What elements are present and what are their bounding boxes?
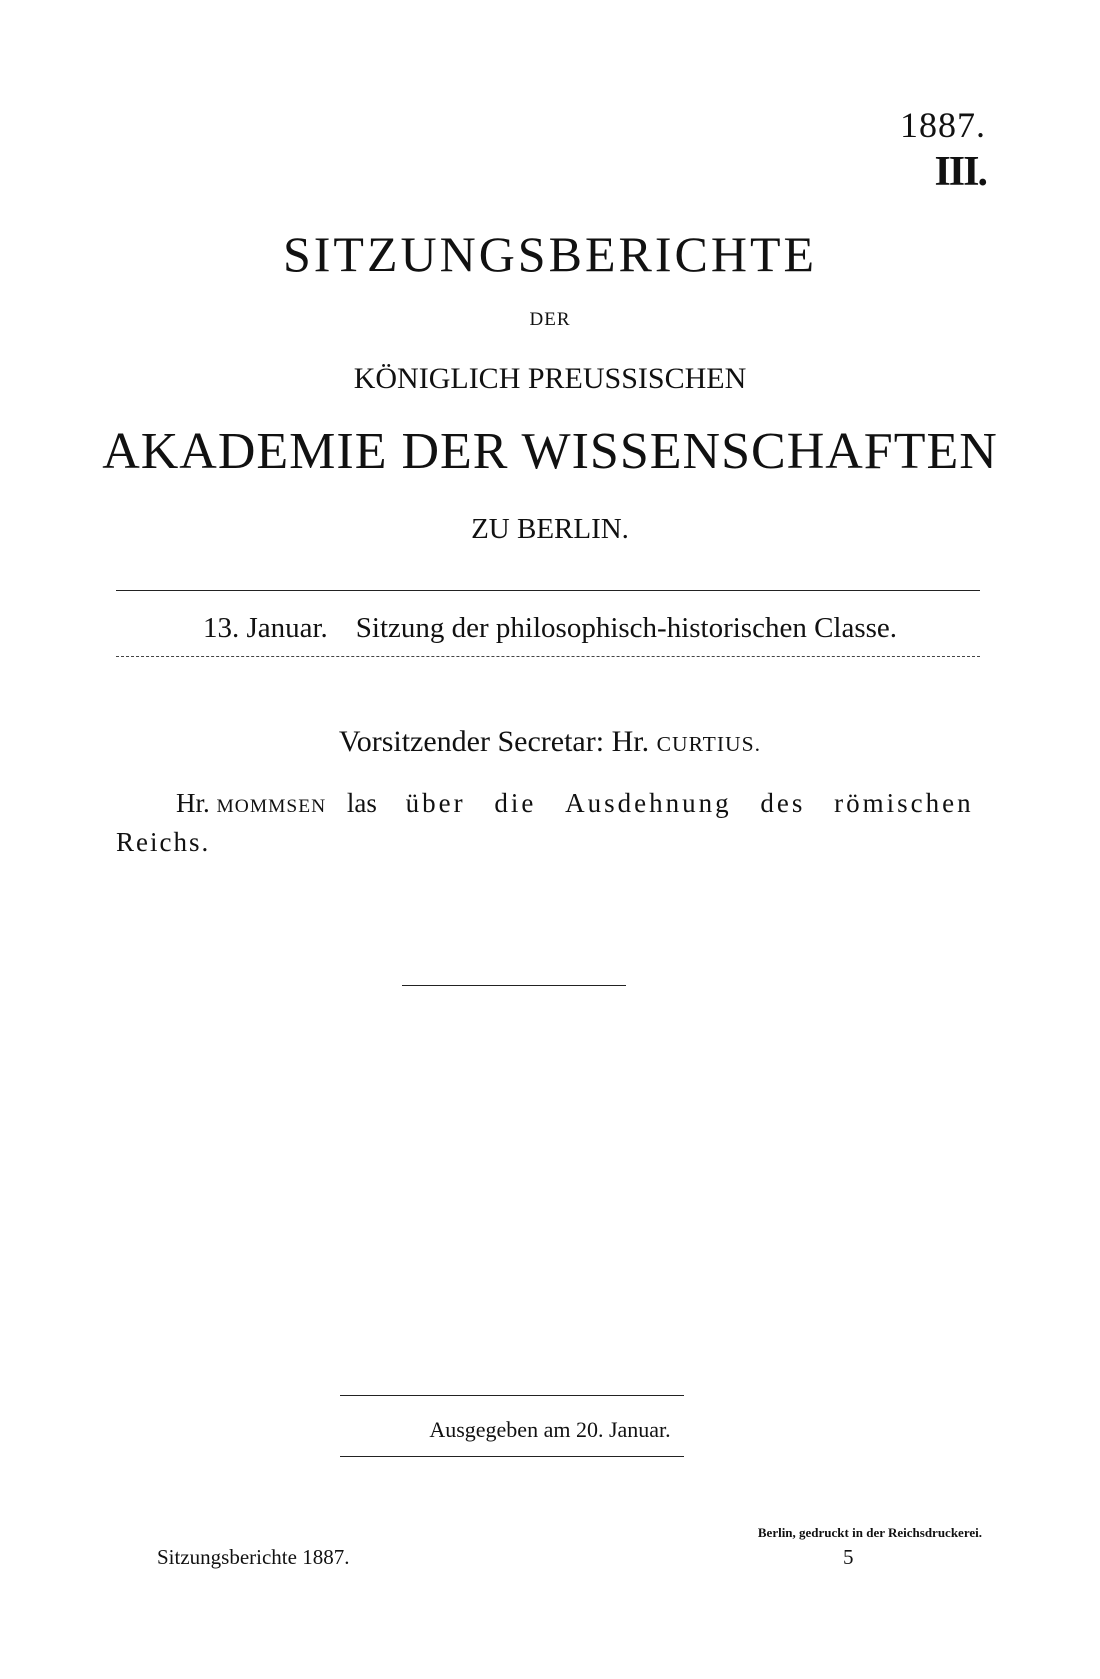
report-word: des <box>760 788 806 818</box>
section-divider <box>402 985 626 986</box>
report-speaker: MOMMSEN <box>216 796 327 817</box>
page-number: 5 <box>843 1545 854 1569</box>
report-word: die <box>494 788 537 818</box>
session-rule-top <box>116 590 980 591</box>
journal-title-berlin: ZU BERLIN. <box>471 513 629 545</box>
journal-title: SITZUNGSBERICHTE <box>282 226 818 282</box>
report-paragraph <box>176 788 974 819</box>
report-paragraph-end: Reichs. <box>116 827 211 857</box>
session-description: Sitzung der philosophisch-historischen Classe. <box>355 612 898 644</box>
report-verb: las <box>346 788 377 818</box>
report-word: über <box>405 788 466 818</box>
journal-title-der: DER <box>529 309 571 330</box>
report-title: Hr. <box>176 788 210 818</box>
session-date: 13. Januar. <box>202 612 328 644</box>
report-word: Ausdehnung <box>565 788 732 818</box>
secretary-title: Hr. <box>611 725 650 758</box>
secretary-label: Vorsitzender Secretar: <box>338 725 605 758</box>
issued-rule-top <box>340 1395 684 1396</box>
issued-date: Ausgegeben am 20. Januar. <box>429 1417 671 1442</box>
session-rule-bottom <box>116 656 980 657</box>
journal-title-koeniglich: KÖNIGLICH PREUSSISCHEN <box>353 362 747 395</box>
printer-imprint: Berlin, gedruckt in der Reichsdruckerei. <box>757 1525 982 1540</box>
year-label: 1887. <box>900 105 986 145</box>
issued-rule-bottom <box>340 1456 684 1457</box>
secretary-name: CURTIUS. <box>656 732 762 756</box>
session-heading <box>120 612 980 645</box>
footer-publication: Sitzungsberichte 1887. <box>157 1545 350 1569</box>
journal-title-akademie: AKADEMIE DER WISSENSCHAFTEN <box>102 423 998 480</box>
presiding-secretary <box>0 725 1100 759</box>
issue-number: III. <box>934 149 986 195</box>
report-word: römischen <box>834 788 974 818</box>
